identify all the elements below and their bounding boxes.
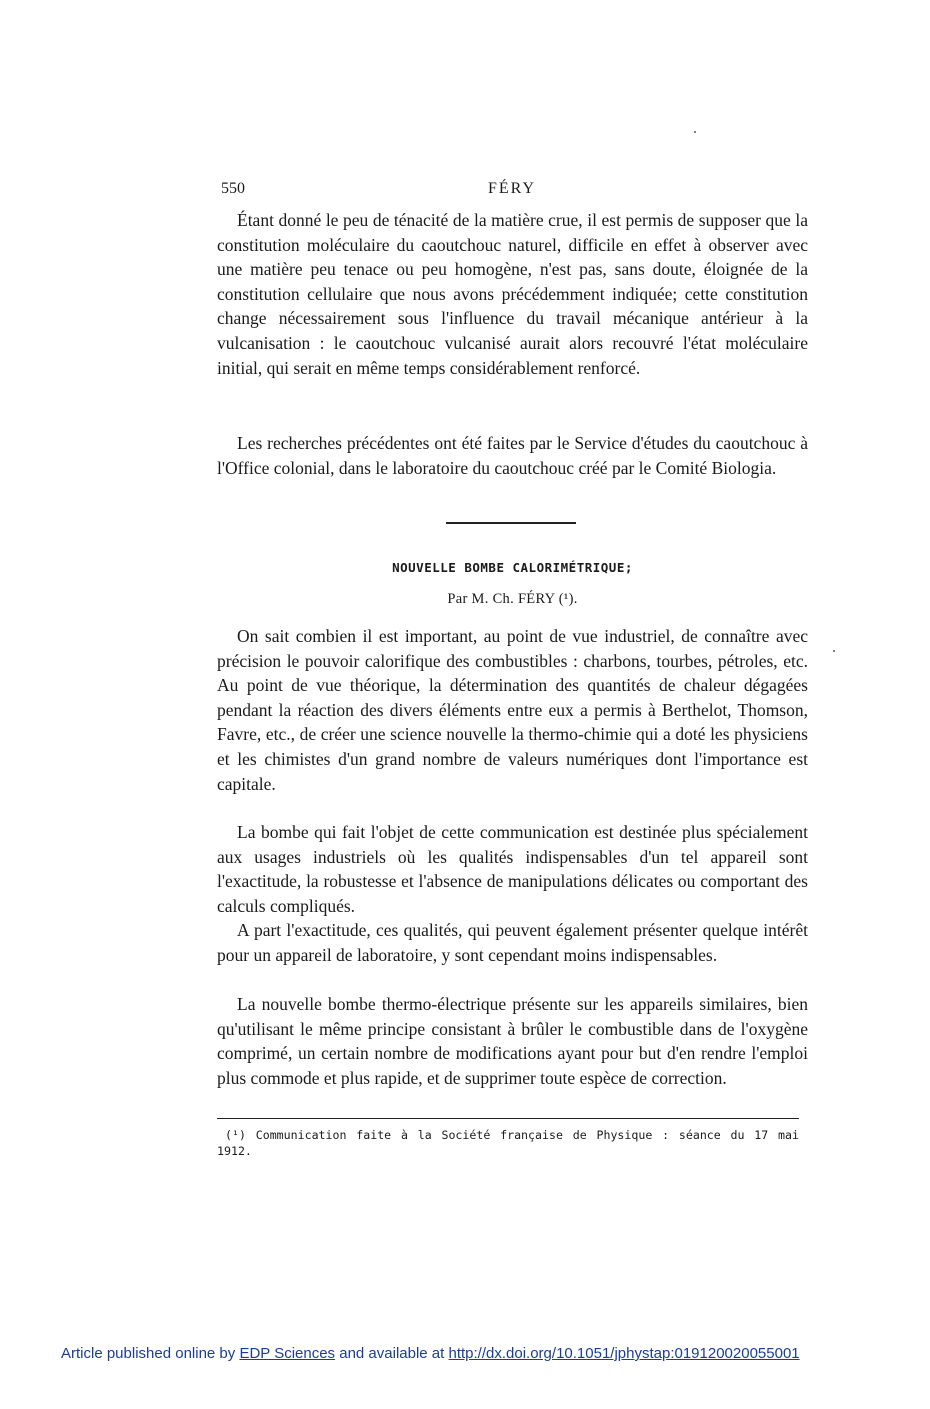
publication-banner bbox=[61, 1345, 800, 1362]
footnote-rule bbox=[217, 1118, 799, 1119]
scan-speck bbox=[833, 650, 835, 652]
article-paragraph: On sait combien il est important, au point de vue industriel, de connaître avec précision le pouvoir calorifique des combustibles : charbons, tourbes, pétroles, etc. Au point de vue théorique, la détermination des quantités de chaleur dégagées pendant la réaction des divers éléments entre eux a permis à Berthelot, Thomson, Favre, etc., de créer une science nouvelle la thermo-chimie qui a doté les physiciens et les chimistes d'un grand nombre de valeurs numériques dont l'importance est capitale. bbox=[217, 626, 808, 794]
footnote: (¹) Communication faite à la Société française de Physique : séance du 17 mai 1912. bbox=[217, 1128, 799, 1158]
article-byline: Par M. Ch. FÉRY (¹). bbox=[447, 591, 578, 607]
intro-paragraph-1: Étant donné le peu de ténacité de la matière crue, il est permis de supposer que la constitution moléculaire du caoutchouc naturel, difficile en effet à observer avec une matière peu tenace ou peu homogène, n'est pas, sans doute, éloignée de la constitution cellulaire que nous avons précédemment indiquée; cette constitution change nécessairement sous l'influence du travail mécanique antérieur à la vulcanisation : le caoutchouc vulcanisé aurait alors recouvré l'état moléculaire initial, qui serait en même temps considérablement renforcé. bbox=[217, 210, 808, 378]
banner-middle: and available at bbox=[339, 1345, 445, 1362]
article-paragraph: La bombe qui fait l'objet de cette communication est destinée plus spécialement aux usages industriels où les qualités indispensables d'un tel appareil sont l'exactitude, la robustesse et l'absence de manipulations délicates ou comportant des calculs compliqués. bbox=[217, 822, 808, 916]
section-divider bbox=[446, 522, 576, 524]
publisher-link[interactable]: EDP Sciences bbox=[239, 1345, 336, 1362]
article-title: NOUVELLE BOMBE CALORIMÉTRIQUE; bbox=[392, 560, 633, 575]
running-head: FÉRY bbox=[488, 180, 537, 197]
page-number: 550 bbox=[221, 180, 245, 197]
banner-prefix: Article published online by bbox=[61, 1345, 236, 1362]
intro-paragraph-2: Les recherches précédentes ont été faites par le Service d'études du caoutchouc à l'Office colonial, dans le laboratoire du caoutchouc créé par le Comité Biologia. bbox=[217, 433, 808, 478]
article-paragraph: La nouvelle bombe thermo-électrique présente sur les appareils similaires, bien qu'utilisant le même principe consistant à brûler le combustible dans de l'oxygène comprimé, un certain nombre de modifications ayant pour but d'en rendre l'emploi plus commode et plus rapide, et de supprimer toute espèce de correction. bbox=[217, 994, 808, 1088]
doi-link[interactable]: http://dx.doi.org/10.1051/jphystap:019120020055001 bbox=[448, 1345, 800, 1362]
scan-speck bbox=[694, 131, 696, 133]
article-paragraph: A part l'exactitude, ces qualités, qui peuvent également présenter quelque intérêt pour un appareil de laboratoire, y sont cependant moins indispensables. bbox=[217, 920, 808, 965]
